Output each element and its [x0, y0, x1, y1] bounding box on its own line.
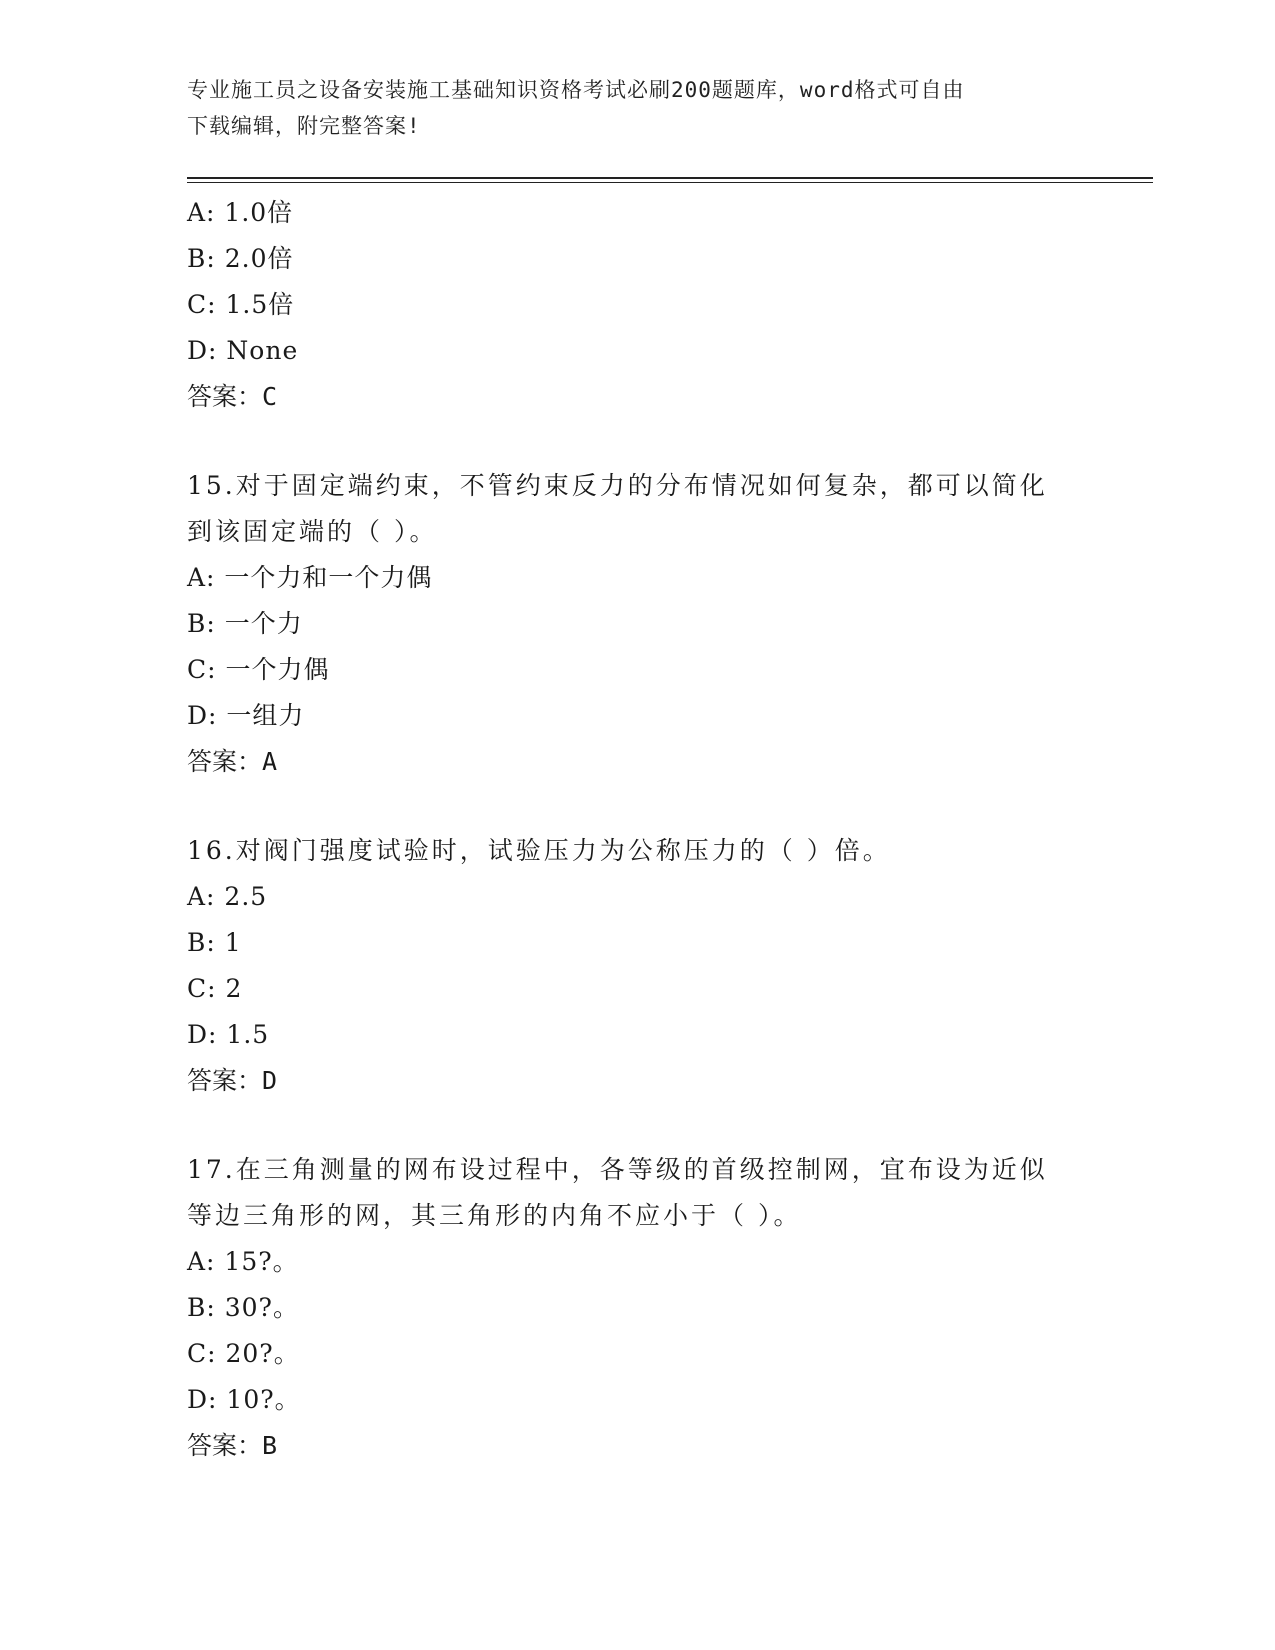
option-a: A: 一个力和一个力偶	[187, 563, 433, 592]
question-text-line-2: 到该固定端的（ ）。	[187, 517, 438, 546]
option-c: C: 1.5倍	[187, 290, 295, 319]
option-b: B: 1	[187, 928, 242, 957]
answer-line: 答案：A	[187, 747, 278, 776]
question-14-continued	[187, 190, 1087, 420]
header-line-2: 下载编辑，附完整答案!	[187, 114, 421, 138]
question-text-line-1: 17.在三角测量的网布设过程中，各等级的首级控制网，宜布设为近似	[187, 1155, 1048, 1184]
question-text-line-1: 15.对于固定端约束，不管约束反力的分布情况如何复杂，都可以简化	[187, 471, 1048, 500]
option-c: C: 2	[187, 974, 243, 1003]
document-header	[187, 72, 1067, 144]
question-15	[187, 463, 1087, 785]
question-text-line-2: 等边三角形的网，其三角形的内角不应小于（ ）。	[187, 1201, 802, 1230]
question-16	[187, 828, 1087, 1104]
option-d: D: None	[187, 336, 299, 365]
answer-line: 答案：D	[187, 1066, 278, 1095]
answer-line: 答案：B	[187, 1431, 278, 1460]
option-b: B: 2.0倍	[187, 244, 294, 273]
header-rule-thin	[187, 182, 1153, 183]
question-17	[187, 1147, 1087, 1469]
question-text-line-1: 16.对阀门强度试验时，试验压力为公称压力的（ ）倍。	[187, 836, 891, 865]
option-c: C: 20?。	[187, 1339, 300, 1368]
option-b: B: 一个力	[187, 609, 303, 638]
option-d: D: 一组力	[187, 701, 305, 730]
document-body	[187, 190, 1087, 1469]
option-d: D: 10?。	[187, 1385, 301, 1414]
option-d: D: 1.5	[187, 1020, 270, 1049]
option-a: A: 1.0倍	[187, 198, 294, 227]
option-b: B: 30?。	[187, 1293, 299, 1322]
answer-line: 答案：C	[187, 382, 278, 411]
header-line-1: 专业施工员之设备安装施工基础知识资格考试必刷200题题库，word格式可自由	[187, 78, 965, 102]
header-rule-thick	[187, 177, 1153, 179]
option-c: C: 一个力偶	[187, 655, 330, 684]
option-a: A: 2.5	[187, 882, 268, 911]
option-a: A: 15?。	[187, 1247, 299, 1276]
